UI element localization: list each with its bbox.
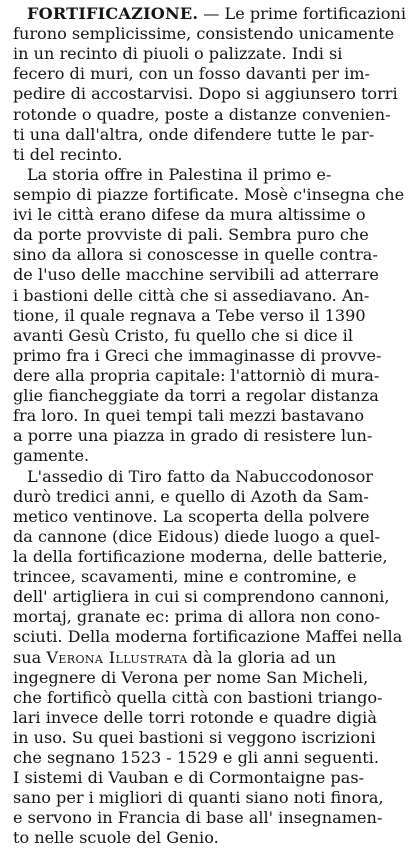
text-line: fra loro. In quei tempi tali mezzi bastavano	[13, 406, 365, 426]
text-line: sciuti. Della moderna fortificazione Maffei nella	[13, 627, 403, 647]
text-line: sempio di piazze fortificate. Mosè c'insegna che	[13, 184, 405, 204]
text-line: mortaj, granate ec: prima di allora non cono-	[13, 607, 381, 627]
text-line: ivi le città erano difese da mura altissime o	[13, 205, 366, 225]
text-line: tione, il quale regnava a Tebe verso il 1390	[13, 305, 366, 325]
text-line: che fortificò quella città con bastioni triango-	[13, 687, 383, 707]
text-line	[13, 4, 407, 24]
text-line: la della fortificazione moderna, delle batterie,	[13, 546, 388, 566]
text-line: sano per i migliori di quanti siano noti finora,	[13, 788, 384, 808]
text-segment: — Le prime fortificazioni	[203, 4, 407, 23]
text-line: ti una dall'altra, onde difendere tutte le par-	[13, 124, 375, 144]
text-line: pedire di accostarvisi. Dopo si aggiunsero torri	[13, 84, 398, 104]
text-segment: dà la gloria ad un	[187, 647, 337, 667]
text-line: lari invece delle torri rotonde e quadre digià	[13, 707, 377, 727]
text-line	[13, 648, 407, 668]
text-line: fecero di muri, con un fosso davanti per im-	[13, 64, 370, 84]
text-line: in uso. Su quei bastioni si veggono iscrizioni	[13, 727, 376, 747]
entry-heading: FORTIFICAZIONE.	[27, 4, 199, 23]
text-line: La storia offre in Palestina il primo e-	[27, 164, 332, 184]
text-line: rotonde o quadre, poste a distanze convenien-	[13, 104, 391, 124]
text-line: da porte provviste di pali. Sembra puro che	[13, 225, 369, 245]
text-line: metico ventinove. La scoperta della polvere	[13, 506, 370, 526]
text-line: sino da allora si conoscesse in quelle contra-	[13, 245, 378, 265]
text-line: durò tredici anni, e quello di Azoth da Sam-	[13, 486, 369, 506]
text-line: e servono in Francia di base all' insegnamen-	[13, 808, 383, 828]
paragraph-3	[13, 467, 407, 849]
text-line: de l'uso delle macchine servibili ad atterrare	[13, 265, 379, 285]
text-line: ingegnere di Verona per nome San Micheli,	[13, 667, 369, 687]
text-segment: sua	[13, 647, 47, 667]
text-line: glie fiancheggiate da torri a regolar distanza	[13, 386, 379, 406]
text-line: L'assedio di Tiro fatto da Nabuccodonosor	[27, 466, 373, 486]
text-line: dere alla propria capitale: l'attorniò di mura-	[13, 365, 380, 385]
text-line: ti del recinto.	[13, 144, 123, 164]
article	[13, 4, 407, 849]
text-line: in un recinto di piuoli o palizzate. Indi si	[13, 44, 343, 64]
text-line: gamente.	[13, 446, 90, 466]
text-line: che segnano 1523 - 1529 e gli anni seguenti.	[13, 748, 379, 768]
text-line: i bastioni delle città che si assediavano. An-	[13, 285, 370, 305]
text-line: primo fra i Greci che immaginasse di provve-	[13, 345, 382, 365]
text-line: dell' artigliera in cui si comprendono cannoni,	[13, 587, 390, 607]
paragraph-1	[13, 4, 407, 165]
text-line: to nelle scuole del Genio.	[13, 828, 219, 848]
text-line: trincee, scavamenti, mine e contromine, e	[13, 567, 357, 587]
text-line: da cannone (dice Eidous) diede luogo a quel-	[13, 526, 381, 546]
text-line: I sistemi di Vauban e di Cormontaigne pas-	[13, 768, 365, 788]
text-line: furono semplicissime, consistendo unicamente	[13, 24, 395, 44]
text-line: a porre una piazza in grado di resistere lun-	[13, 426, 373, 446]
book-title: Verona Illustrata	[46, 647, 188, 667]
paragraph-2	[13, 165, 407, 467]
text-line: avanti Gesù Cristo, fu quello che si dice il	[13, 325, 353, 345]
